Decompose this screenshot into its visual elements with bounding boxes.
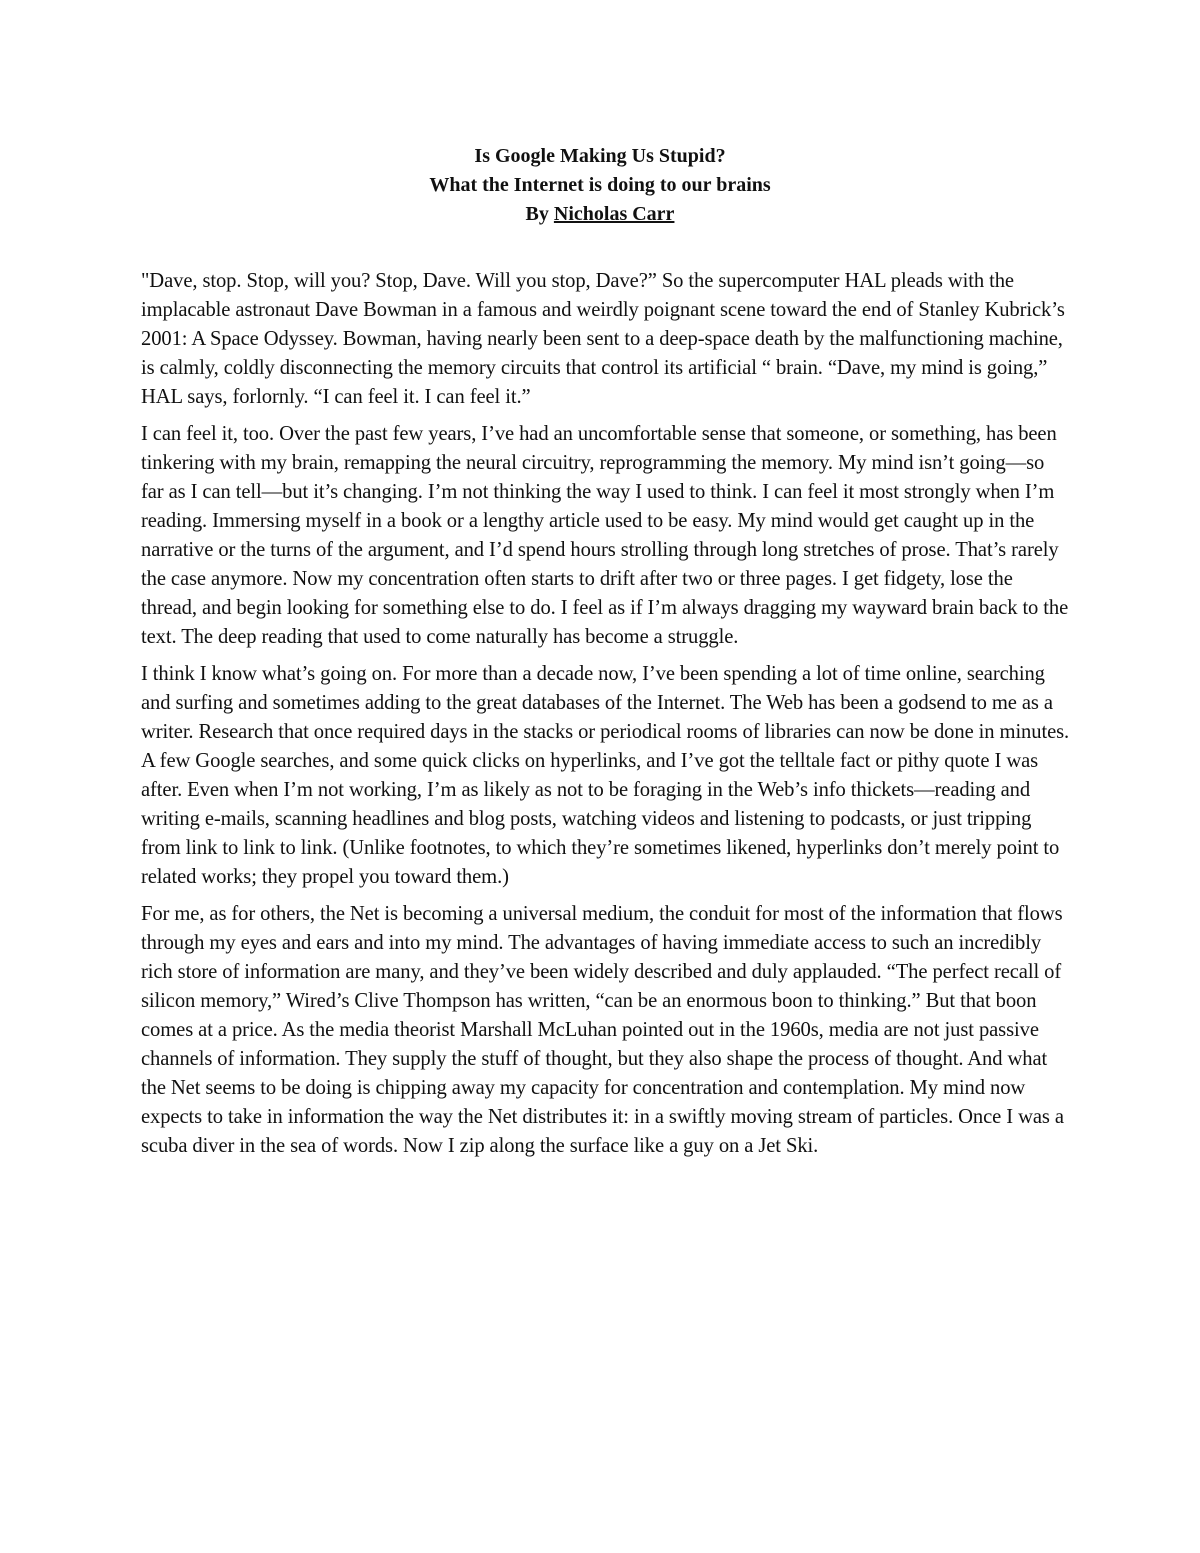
document-body — [141, 267, 1071, 1169]
author-name: Nicholas Carr — [553, 203, 675, 225]
document-title: Is Google Making Us Stupid? — [474, 145, 726, 167]
document-subtitle: What the Internet is doing to our brains — [429, 174, 771, 196]
paragraph-4: For me, as for others, the Net is becoming a universal medium, the conduit for most of the information that flows through my eyes and ears and into my mind. The advantages of having immediate access to such an incredibly rich store of information are many, and they’ve been widely described and duly applauded. “The perfect recall of silicon memory,” Wired’s Clive Thompson has written, “can be an enormous boon to thinking.” But that boon comes at a price. As the media theorist Marshall McLuhan pointed out in the 1960s, media are not just passive channels of information. They supply the stuff of thought, but they also shape the process of thought. And what the Net seems to be doing is chipping away my capacity for concentration and contemplation. My mind now expects to take in information the way the Net distributes it: in a swiftly moving stream of particles. Once I was a scuba diver in the sea of words. Now I zip along the surface like a guy on a Jet Ski. — [141, 903, 1064, 1157]
paragraph-1: "Dave, stop. Stop, will you? Stop, Dave. Will you stop, Dave?” So the supercomputer HAL pleads with the implacable astronaut Dave Bowman in a famous and weirdly poignant scene toward the end of Stanley Kubrick’s 2001: A Space Odyssey. Bowman, having nearly been sent to a deep-space death by the malfunctioning machine, is calmly, coldly disconnecting the memory circuits that control its artificial “ brain. “Dave, my mind is going,” HAL says, forlornly. “I can feel it. I can feel it.” — [141, 270, 1065, 408]
byline — [0, 200, 1200, 229]
paragraph-3: I think I know what’s going on. For more than a decade now, I’ve been spending a lot of time online, searching and surfing and sometimes adding to the great databases of the Internet. The Web has been a godsend to me as a writer. Research that once required days in the stacks or periodical rooms of libraries can now be done in minutes. A few Google searches, and some quick clicks on hyperlinks, and I’ve got the telltale fact or pithy quote I was after. Even when I’m not working, I’m as likely as not to be foraging in the Web’s info thickets—reading and writing e-mails, scanning headlines and blog posts, watching videos and listening to podcasts, or just tripping from link to link to link. (Unlike footnotes, to which they’re sometimes likened, hyperlinks don’t merely point to related works; they propel you toward them.) — [141, 663, 1070, 888]
paragraph-2: I can feel it, too. Over the past few years, I’ve had an uncomfortable sense that someone, or something, has been tinkering with my brain, remapping the neural circuitry, reprogramming the memory. My mind isn’t going—so far as I can tell—but it’s changing. I’m not thinking the way I used to think. I can feel it most strongly when I’m reading. Immersing myself in a book or a lengthy article used to be easy. My mind would get caught up in the narrative or the turns of the argument, and I’d spend hours strolling through long stretches of prose. That’s rarely the case anymore. Now my concentration often starts to drift after two or three pages. I get fidgety, lose the thread, and begin looking for something else to do. I feel as if I’m always dragging my wayward brain back to the text. The deep reading that used to come naturally has become a struggle. — [141, 423, 1069, 648]
document-header — [0, 142, 1200, 229]
byline-prefix: By — [525, 203, 549, 225]
